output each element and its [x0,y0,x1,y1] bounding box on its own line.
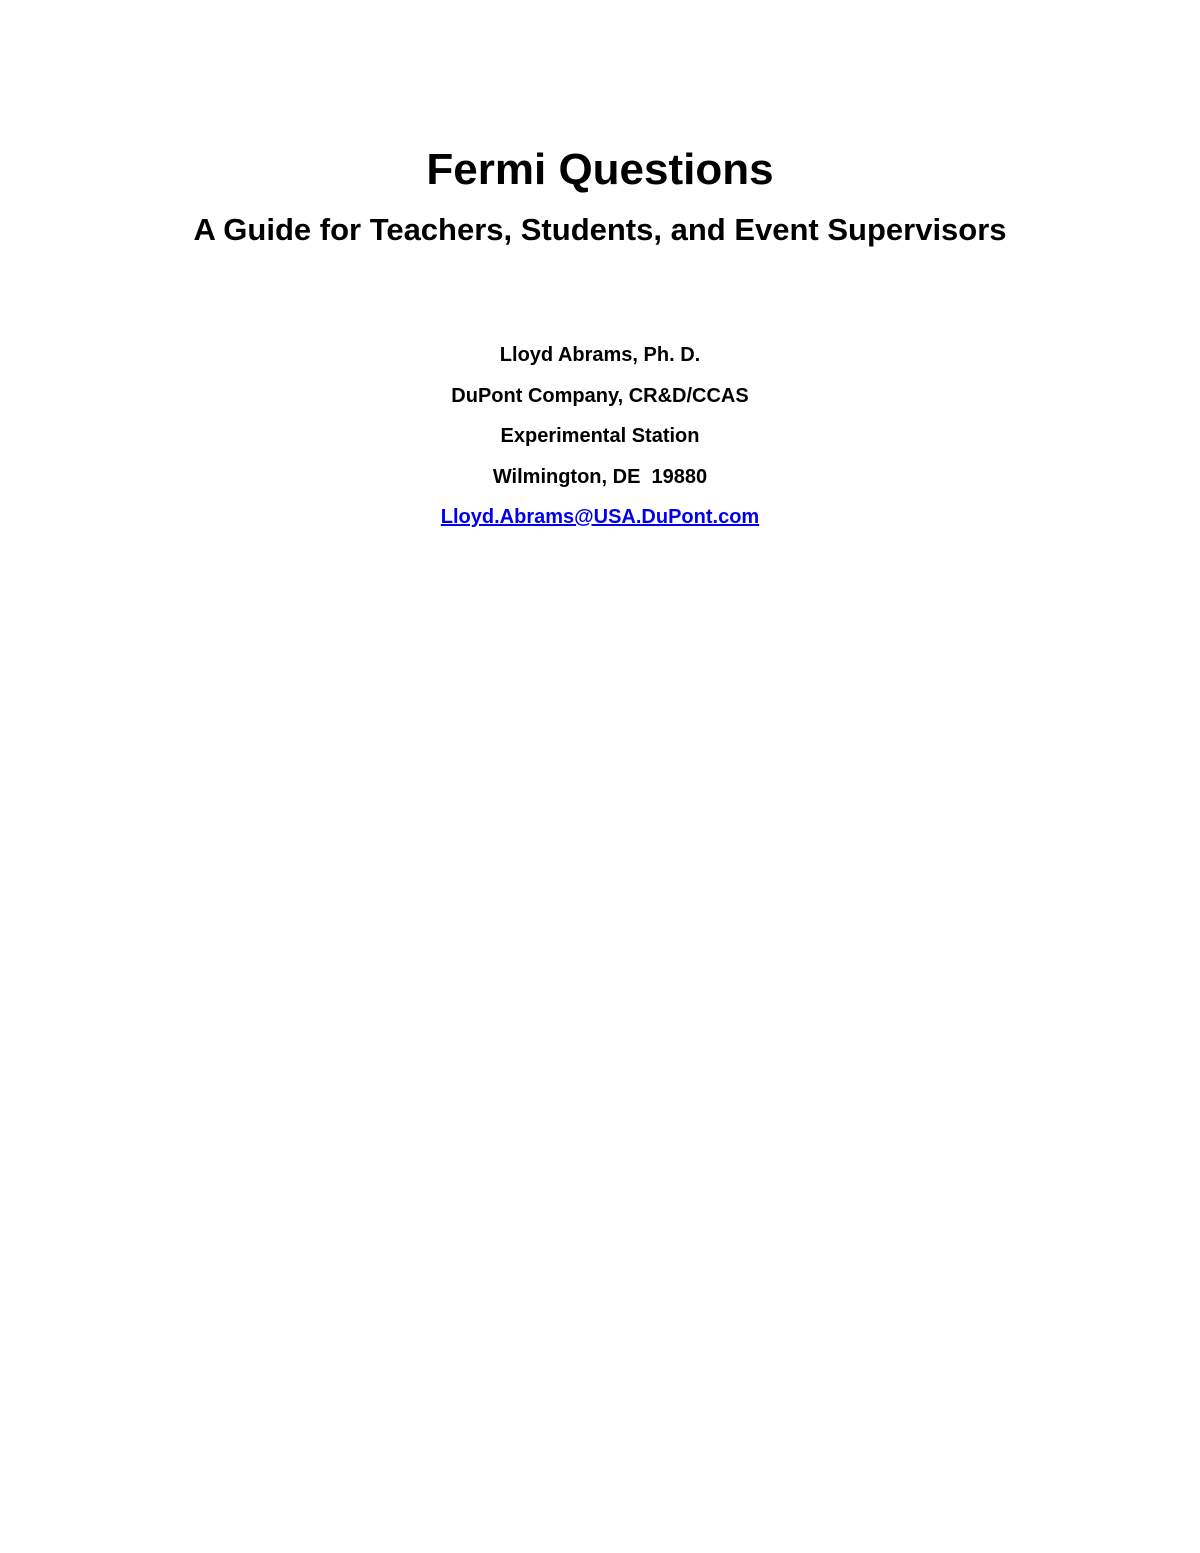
author-name: Lloyd Abrams, Ph. D. [499,344,701,366]
document-title: Fermi Questions [426,145,774,194]
author-organization: DuPont Company, CR&D/CCAS [451,384,749,407]
author-block [0,340,1200,543]
author-city: Wilmington, DE 19880 [492,465,708,488]
author-location: Experimental Station [500,425,700,447]
document-subtitle: A Guide for Teachers, Students, and Event Supervisors [193,212,1007,247]
author-email-line [0,502,1200,543]
author-email-link[interactable]: Lloyd.Abrams@USA.DuPont.com [440,506,760,528]
